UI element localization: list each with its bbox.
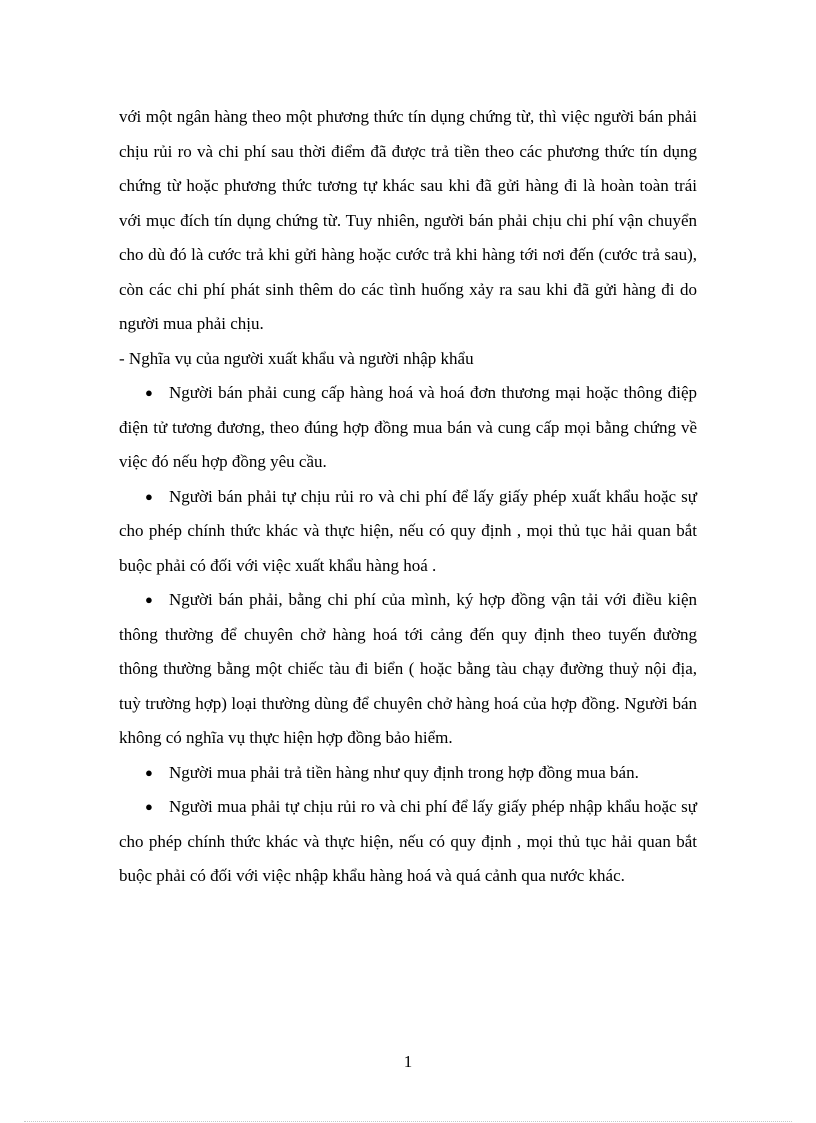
section-heading: - Nghĩa vụ của người xuất khẩu và người nhập khẩu	[119, 348, 474, 368]
bullet-text: Người bán phải, bằng chi phí của mình, ký hợp đồng vận tải với điều kiện thông thường để chuyên chở hàng hoá tới cảng đến quy định theo tuyến đường thông thường bằng một chiếc tàu đi biển ( hoặc bằng tàu chạy đường thuỷ nội địa, tuỳ trường hợp) loại thường dùng để chuyên chở hàng hoá của hợp đồng. Người bán không có nghĩa vụ thực hiện hợp đồng bảo hiểm.	[119, 590, 697, 747]
bullet-text: Người mua phải tự chịu rủi ro và chi phí để lấy giấy phép nhập khẩu hoặc sự cho phép chính thức khác và thực hiện, nếu có quy định , mọi thủ tục hải quan bắt buộc phải có đối với việc nhập khẩu hàng hoá và quá cảnh qua nước khác.	[119, 797, 697, 885]
bullet-item	[119, 480, 697, 584]
document-body	[119, 100, 697, 894]
bullet-item	[119, 756, 697, 791]
bullet-item	[119, 376, 697, 480]
bullet-text: Người bán phải cung cấp hàng hoá và hoá đơn thương mại hoặc thông điệp điện tử tương đương, theo đúng hợp đồng mua bán và cung cấp mọi bằng chứng về việc đó nếu hợp đồng yêu cầu.	[119, 383, 697, 471]
bullet-icon: ●	[145, 488, 153, 504]
bullet-item	[119, 790, 697, 894]
page-number: 1	[403, 1052, 413, 1071]
bullet-icon: ●	[145, 799, 153, 814]
bullet-text: Người mua phải trả tiền hàng như quy định trong hợp đồng mua bán.	[169, 762, 639, 782]
bullet-item	[119, 583, 697, 756]
intro-paragraph: với một ngân hàng theo một phương thức tín dụng chứng từ, thì việc người bán phải chịu rủi ro và chi phí sau thời điểm đã được trả tiền theo các phương thức tín dụng chứng từ hoặc phương thức tương tự khác sau khi đã gửi hàng đi là hoàn toàn trái với mục đích tín dụng chứng từ. Tuy nhiên, người bán phải chịu chi phí vận chuyển cho dù đó là cước trả khi gửi hàng hoặc cước trả khi hàng tới nơi đến (cước trả sau), còn các chi phí phát sinh thêm do các tình huống xảy ra sau khi đã gửi hàng đi do người mua phải chịu.	[119, 107, 697, 333]
bullet-text: Người bán phải tự chịu rủi ro và chi phí để lấy giấy phép xuất khẩu hoặc sự cho phép chính thức khác và thực hiện, nếu có quy định , mọi thủ tục hải quan bắt buộc phải có đối với việc xuất khẩu hàng hoá .	[119, 486, 697, 575]
bullet-icon: ●	[145, 764, 153, 780]
bullet-icon: ●	[145, 385, 153, 400]
bullet-icon: ●	[145, 592, 153, 607]
footer-divider	[24, 1121, 792, 1122]
